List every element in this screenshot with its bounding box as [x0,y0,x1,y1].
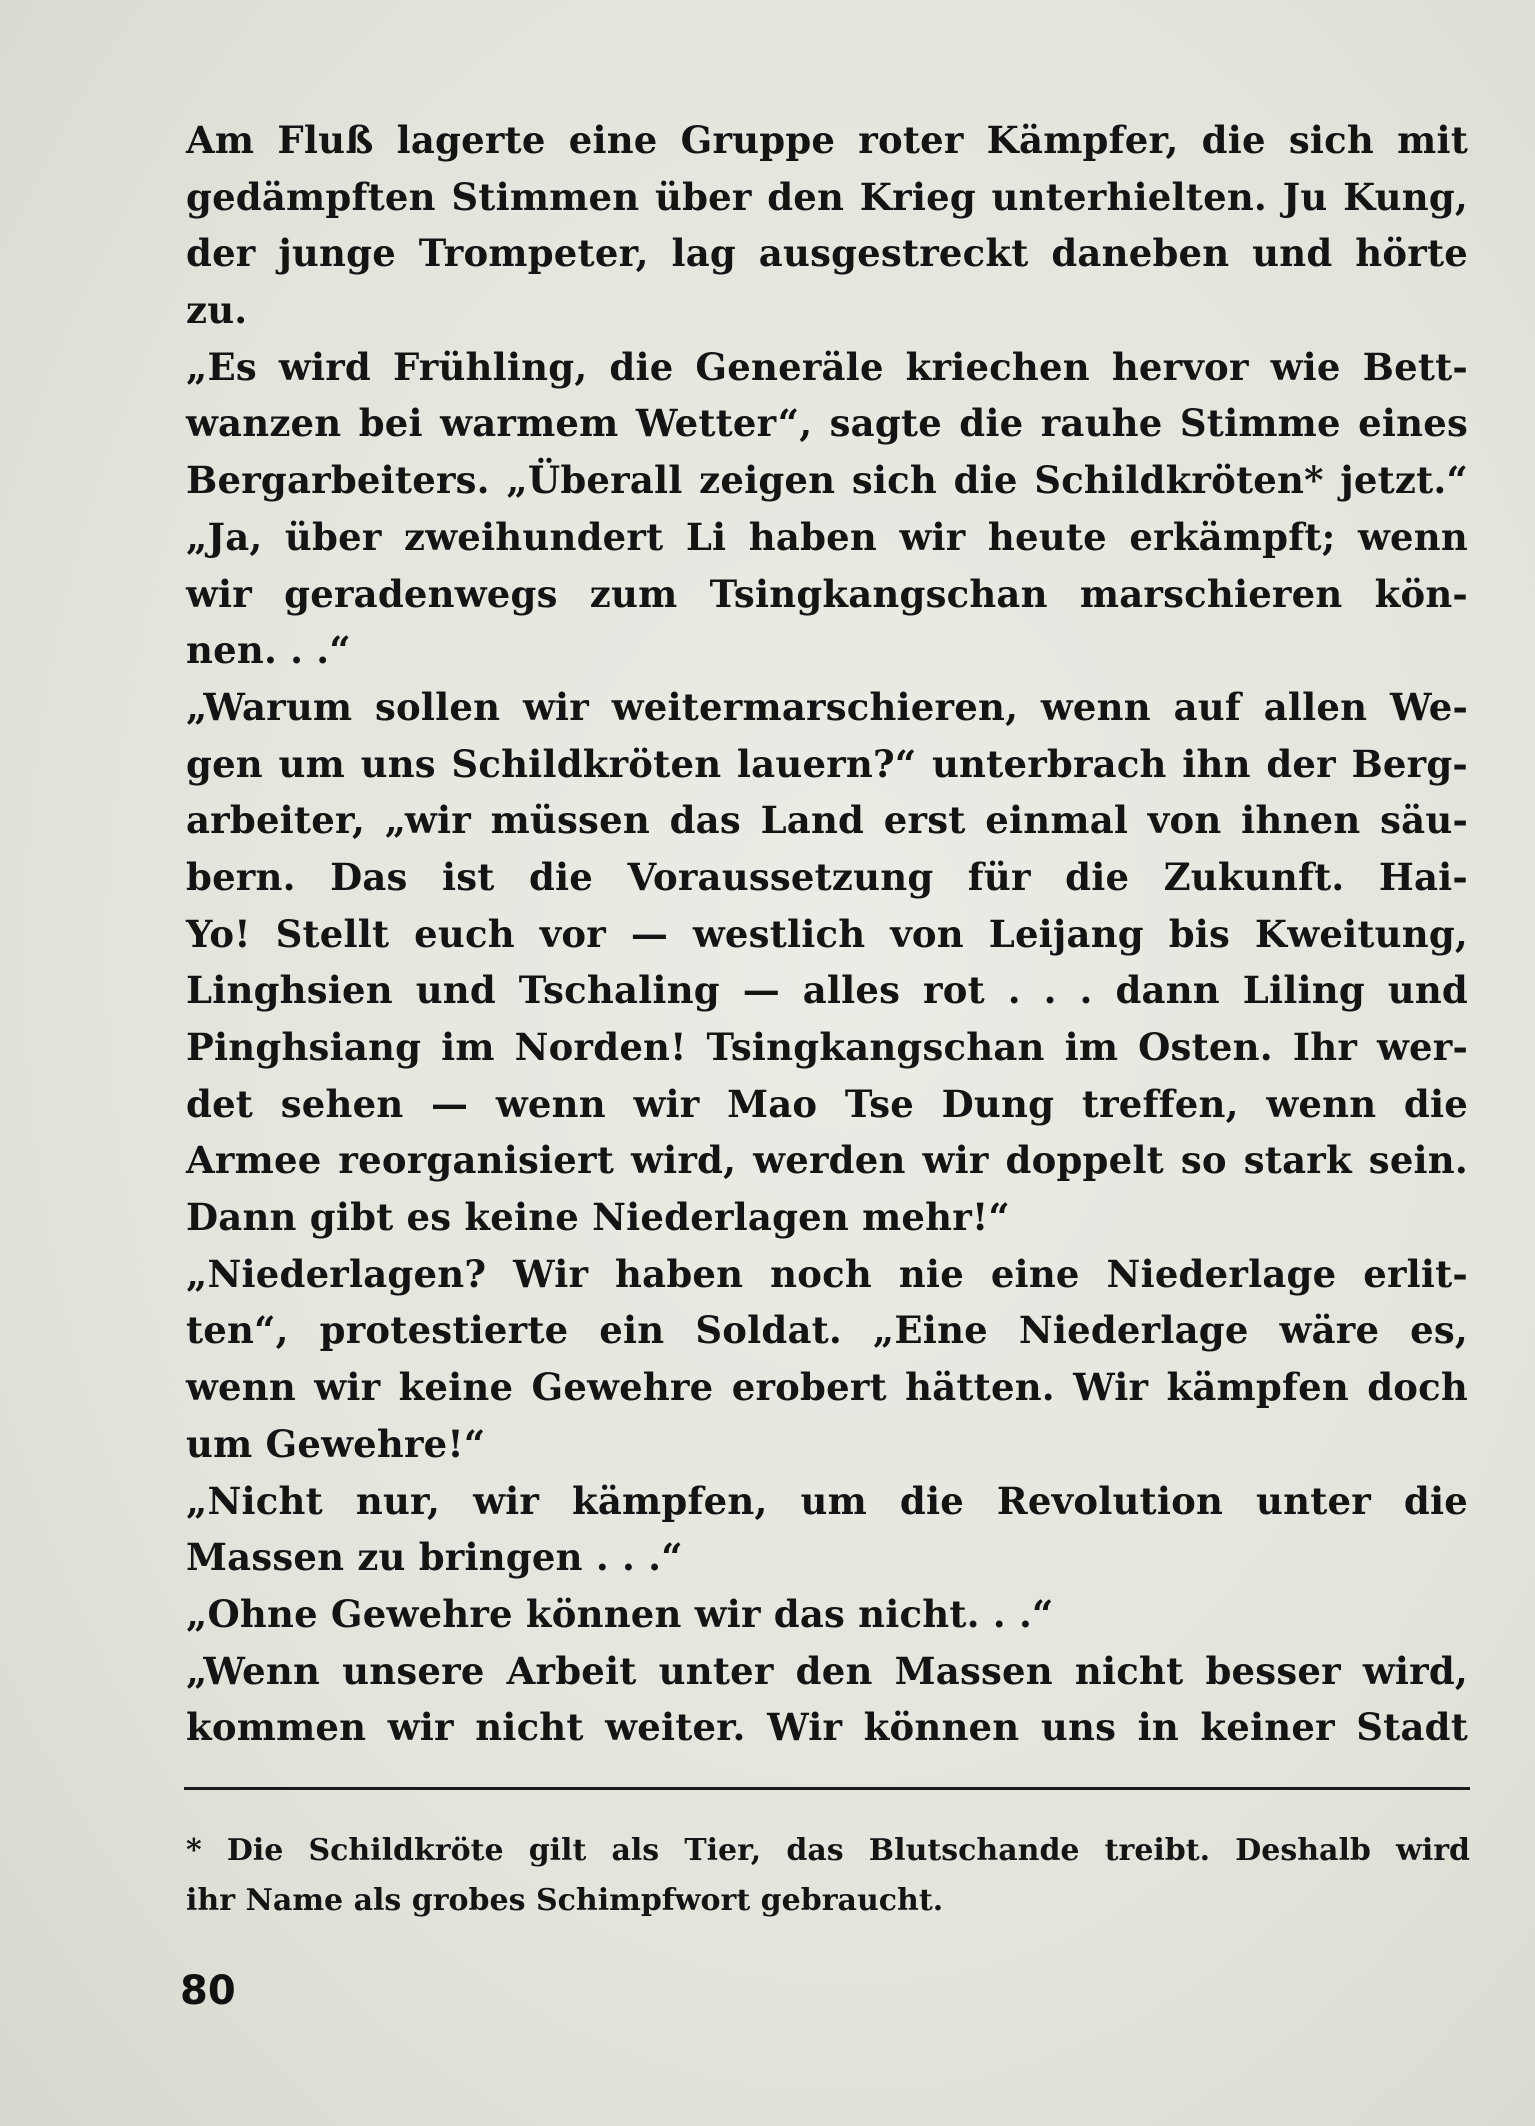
footnote [186,1826,1470,1926]
text-line-4: zu. [186,288,248,333]
body-text [186,112,1468,1756]
text-line-22: ten“, protestierte ein Soldat. „Eine Niederlage wäre es, [186,1308,1468,1353]
text-line-18: det sehen — wenn wir Mao Tse Dung treffen, wenn die [186,1081,1468,1126]
text-line-24: um Gewehre!“ [186,1421,486,1466]
text-line-3: der junge Trompeter, lag ausgestreckt daneben und hörte [186,231,1468,276]
text-line-10: nen. . .“ [186,628,351,673]
text-line-25: „Nicht nur, wir kämpfen, um die Revolution unter die [186,1478,1468,1523]
page-number: 80 [180,1968,236,2014]
text-line-19: Armee reorganisiert wird, werden wir doppelt so stark sein. [186,1138,1468,1183]
text-line-29: kommen wir nicht weiter. Wir können uns in keiner Stadt [186,1705,1468,1750]
text-line-21: „Niederlagen? Wir haben noch nie eine Niederlage erlit- [186,1251,1468,1296]
text-line-14: bern. Das ist die Voraussetzung für die Zukunft. Hai- [186,854,1468,899]
text-line-28: „Wenn unsere Arbeit unter den Massen nicht besser wird, [186,1648,1468,1693]
footnote-line-2: ihr Name als grobes Schimpfwort gebraucht. [186,1883,944,1918]
footnote-divider [184,1787,1470,1790]
text-line-27: „Ohne Gewehre können wir das nicht. . .“ [186,1591,1054,1636]
text-line-5: „Es wird Frühling, die Generäle kriechen hervor wie Bett- [186,344,1468,389]
text-line-6: wanzen bei warmem Wetter“, sagte die rauhe Stimme eines [186,401,1468,446]
text-line-11: „Warum sollen wir weitermarschieren, wenn auf allen We- [186,684,1468,729]
footnote-line-1: * Die Schildkröte gilt als Tier, das Blutschande treibt. Deshalb wird [186,1833,1470,1868]
text-line-23: wenn wir keine Gewehre erobert hätten. Wir kämpfen doch [186,1365,1468,1410]
text-line-1: Am Fluß lagerte eine Gruppe roter Kämpfer, die sich mit [186,118,1468,162]
text-line-2: gedämpften Stimmen über den Krieg unterhielten. Ju Kung, [186,174,1468,219]
text-line-20: Dann gibt es keine Niederlagen mehr!“ [186,1195,1010,1240]
text-line-12: gen um uns Schildkröten lauern?“ unterbrach ihn der Berg- [186,741,1468,786]
text-line-26: Massen zu bringen . . .“ [186,1535,683,1580]
text-line-13: arbeiter, „wir müssen das Land erst einmal von ihnen säu- [186,798,1468,843]
text-line-9: wir geradenwegs zum Tsingkangschan marschieren kön- [186,571,1468,616]
text-line-7: Bergarbeiters. „Überall zeigen sich die Schildkröten* jetzt.“ [186,458,1468,503]
text-line-15: Yo! Stellt euch vor — westlich von Leijang bis Kweitung, [186,911,1468,956]
text-line-16: Linghsien und Tschaling — alles rot . . . dann Liling und [186,968,1468,1013]
text-line-17: Pinghsiang im Norden! Tsingkangschan im Osten. Ihr wer- [186,1025,1468,1069]
text-line-8: „Ja, über zweihundert Li haben wir heute erkämpft; wenn [186,514,1468,559]
